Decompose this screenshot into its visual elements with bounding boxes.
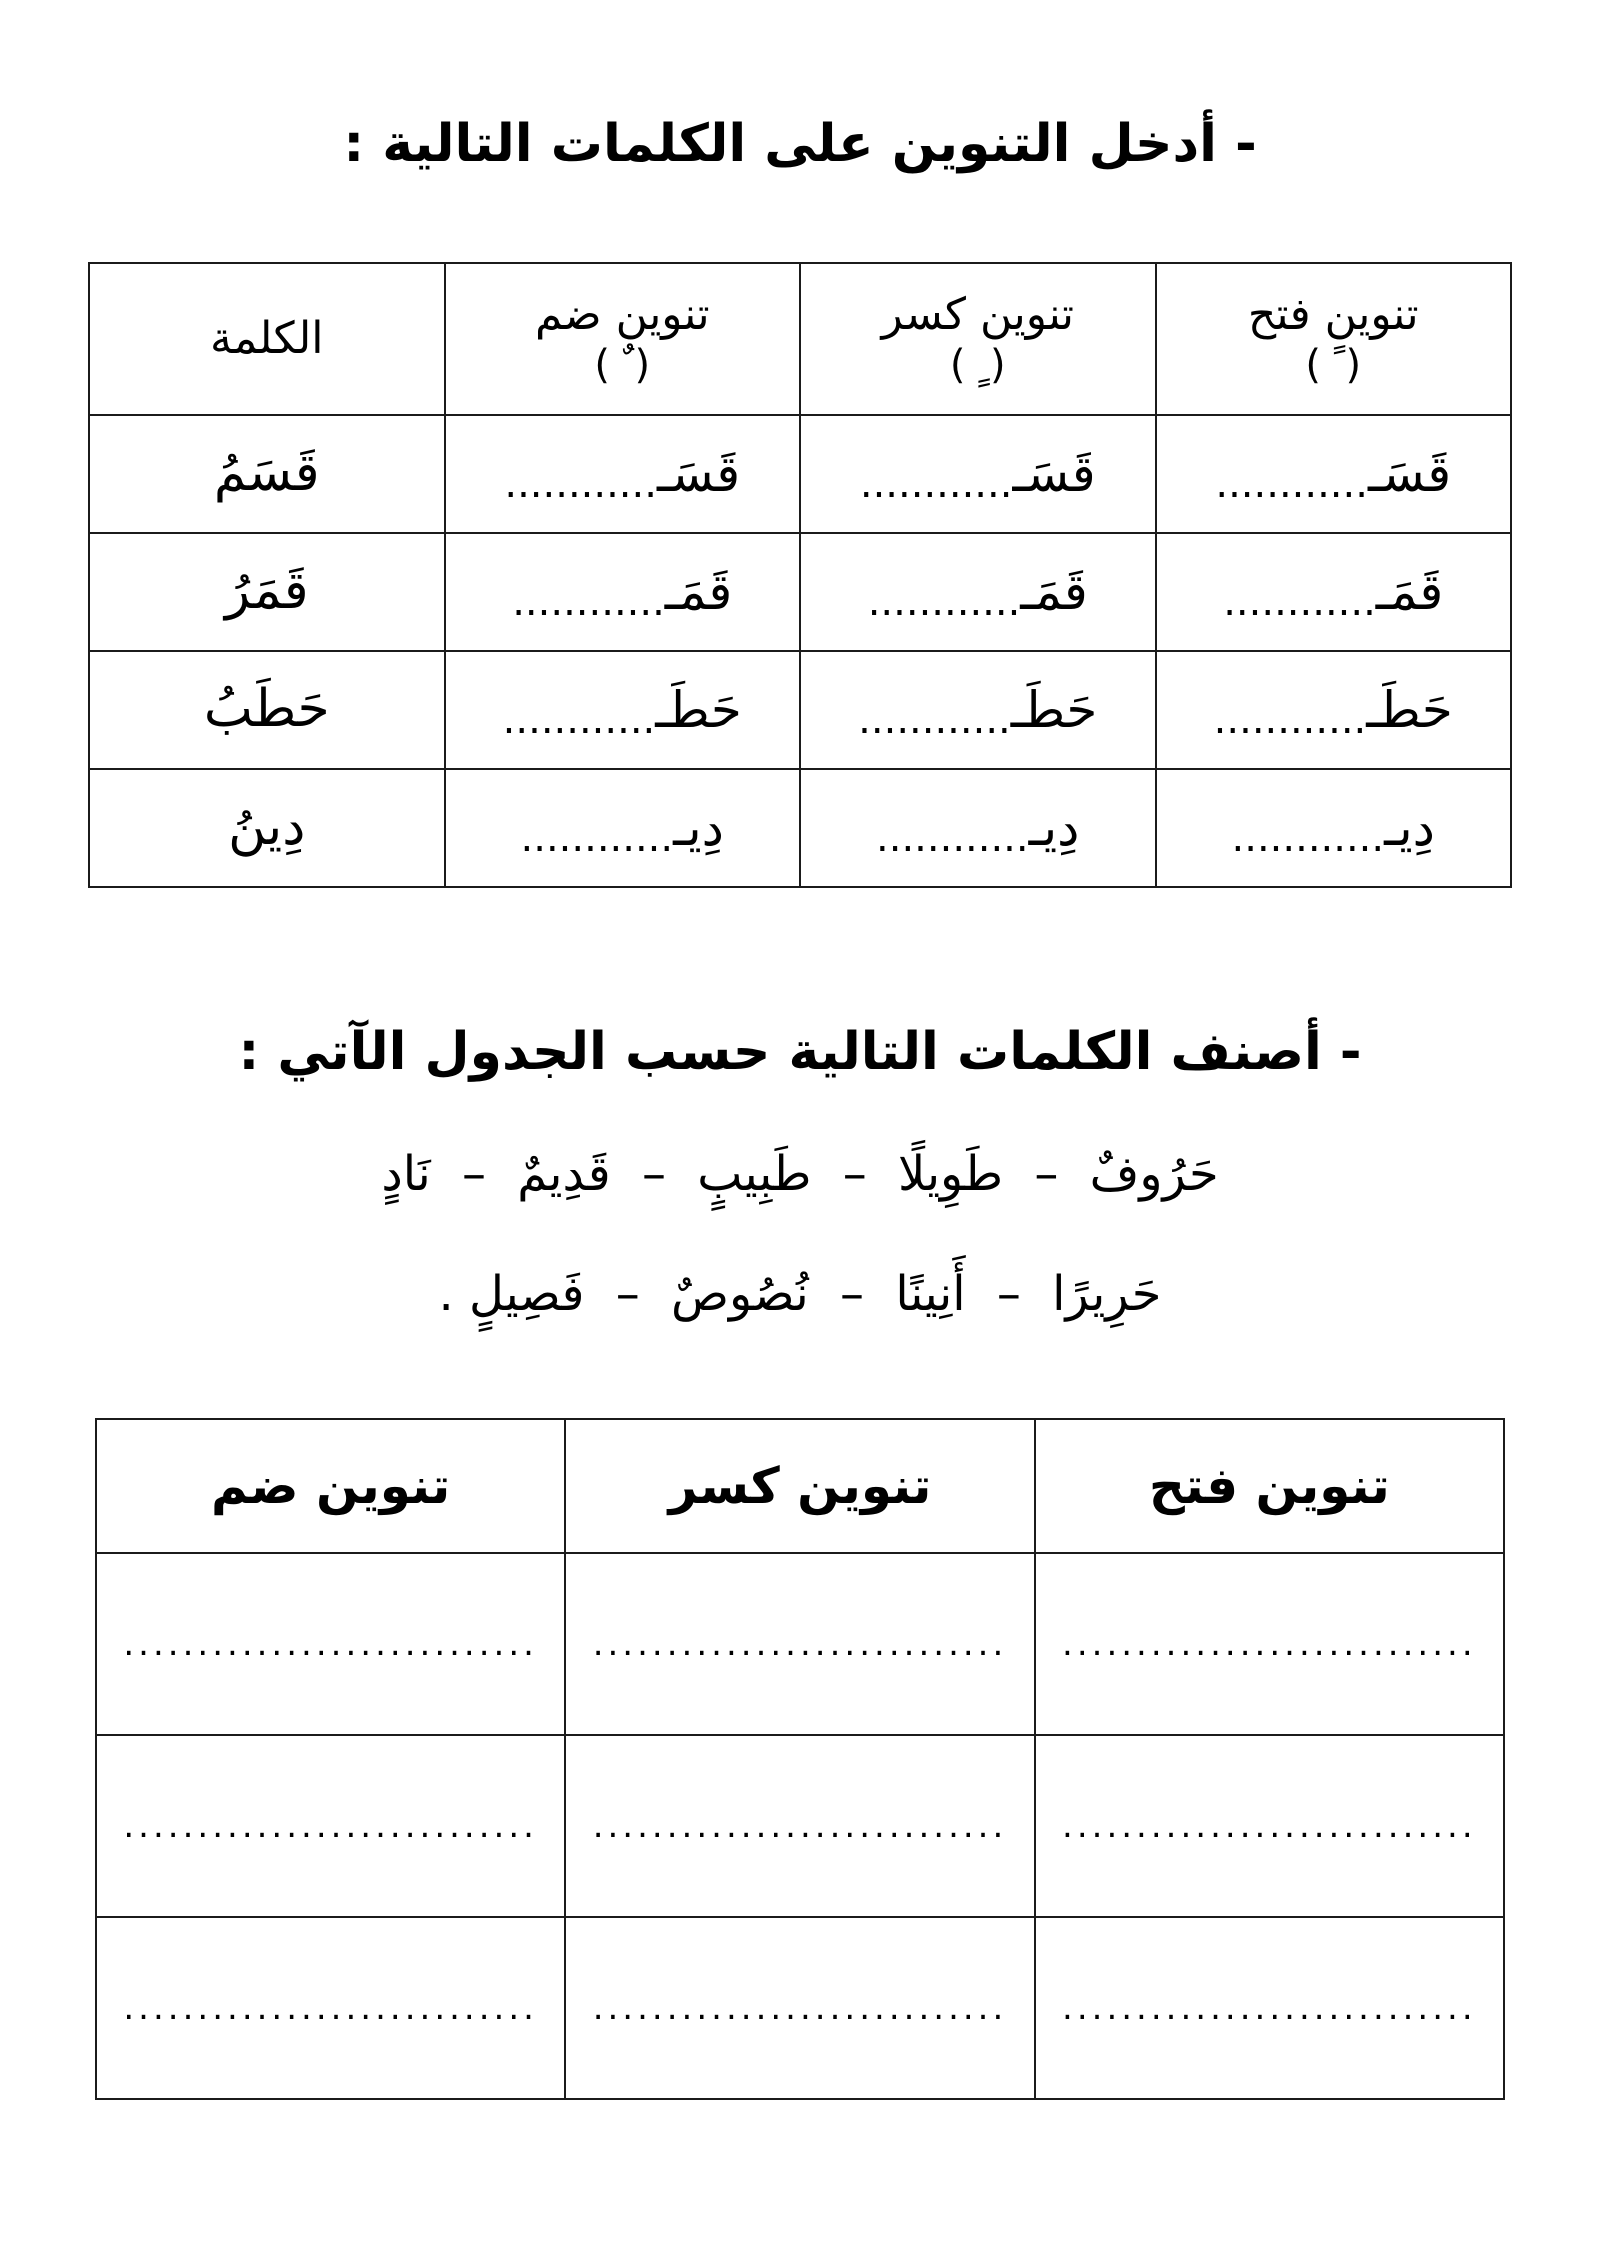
column-header-tanween-fath bbox=[1156, 263, 1512, 415]
answer-blank bbox=[1223, 562, 1444, 625]
classification-table bbox=[95, 1418, 1505, 2100]
column-header-tanween-damm bbox=[445, 263, 801, 415]
answer-blank bbox=[512, 562, 733, 625]
answer-blank bbox=[502, 680, 742, 743]
dotted-line: ............ bbox=[858, 696, 1011, 743]
word-cell bbox=[89, 533, 445, 651]
answer-cell-kasr[interactable] bbox=[565, 1735, 1034, 1917]
dotted-line: ............ bbox=[1223, 578, 1376, 625]
word-cell bbox=[89, 415, 445, 533]
word-cell bbox=[89, 769, 445, 887]
dotted-line: ............ bbox=[520, 814, 674, 861]
answer-cell-damm[interactable] bbox=[96, 1735, 565, 1917]
column-header-title: تنوين فتح bbox=[1148, 1457, 1390, 1515]
dotted-line: ............ bbox=[1213, 696, 1367, 743]
word-bank-item: حَرِيرًا bbox=[1052, 1266, 1162, 1322]
answer-blank bbox=[504, 444, 741, 507]
word-text: حَطَبُ bbox=[203, 679, 330, 740]
answer-blank bbox=[876, 798, 1080, 861]
answer-blank bbox=[1213, 680, 1453, 743]
tanween-fill-table bbox=[88, 262, 1512, 888]
word-stub: قَمَـ bbox=[664, 562, 733, 621]
exercise-1-heading: - أدخل التنوين على الكلمات التالية : bbox=[343, 114, 1257, 174]
answer-cell-kasr[interactable] bbox=[800, 651, 1156, 769]
column-header-tanween-fath bbox=[1035, 1419, 1504, 1553]
dotted-line: ............................ bbox=[592, 1988, 1008, 2028]
column-header-mark: ( ً ) bbox=[1305, 342, 1362, 389]
word-bank-item: طَوِيلًا bbox=[898, 1146, 1004, 1202]
word-separator: – bbox=[996, 1266, 1021, 1322]
column-header-tanween-damm bbox=[96, 1419, 565, 1553]
column-header-title: تنوين فتح bbox=[1247, 288, 1419, 340]
word-cell bbox=[89, 651, 445, 769]
column-header-mark: ( ٍ ) bbox=[949, 342, 1006, 389]
word-separator: – bbox=[615, 1266, 640, 1322]
table-row bbox=[89, 415, 1511, 533]
word-bank-item: فَصِيلٍ . bbox=[438, 1266, 585, 1322]
answer-blank bbox=[867, 562, 1088, 625]
dotted-line: ............ bbox=[867, 578, 1021, 625]
word-stub: قَمَـ bbox=[1375, 562, 1444, 621]
word-bank-item: قَدِيمٌ bbox=[517, 1146, 611, 1202]
answer-cell-kasr[interactable] bbox=[800, 769, 1156, 887]
word-text: قَمَرُ bbox=[224, 561, 309, 622]
dotted-line: ............ bbox=[512, 578, 665, 625]
word-bank-item: حَرُوفٌ bbox=[1089, 1146, 1219, 1202]
column-header-title: تنوين كسر bbox=[668, 1457, 932, 1515]
dotted-line: ............ bbox=[876, 814, 1029, 861]
word-separator: – bbox=[1034, 1146, 1059, 1202]
answer-cell-damm[interactable] bbox=[445, 651, 801, 769]
answer-cell-fath[interactable] bbox=[1035, 1553, 1504, 1735]
word-separator: – bbox=[840, 1266, 865, 1322]
word-bank-line-2 bbox=[120, 1258, 1480, 1330]
answer-cell-damm[interactable] bbox=[445, 415, 801, 533]
word-bank-item: نَادٍ bbox=[381, 1146, 431, 1202]
word-text: دِينُ bbox=[228, 797, 306, 858]
dotted-line: ............................ bbox=[1062, 1988, 1477, 2028]
answer-cell-kasr[interactable] bbox=[800, 533, 1156, 651]
dotted-line: ............ bbox=[859, 460, 1013, 507]
table-header-row bbox=[89, 263, 1511, 415]
answer-blank bbox=[1215, 444, 1452, 507]
column-header-word bbox=[89, 263, 445, 415]
table-row bbox=[96, 1553, 1504, 1735]
answer-cell-kasr[interactable] bbox=[565, 1917, 1034, 2099]
column-header-title: تنوين ضم bbox=[534, 288, 710, 340]
answer-cell-fath[interactable] bbox=[1156, 415, 1512, 533]
answer-blank bbox=[859, 444, 1096, 507]
column-header-tanween-kasr bbox=[800, 263, 1156, 415]
column-header-title: الكلمة bbox=[209, 312, 324, 364]
answer-cell-damm[interactable] bbox=[96, 1553, 565, 1735]
column-header-tanween-kasr bbox=[565, 1419, 1034, 1553]
column-header-mark: ( ٌ ) bbox=[594, 342, 651, 389]
table-row bbox=[89, 533, 1511, 651]
dotted-line: ............................ bbox=[123, 1988, 538, 2028]
dotted-line: ............ bbox=[502, 696, 656, 743]
exercise-2-heading: - أصنف الكلمات التالية حسب الجدول الآتي : bbox=[238, 1022, 1362, 1082]
word-stub: قَسَـ bbox=[1012, 444, 1096, 503]
table-row bbox=[89, 651, 1511, 769]
column-header-title: تنوين ضم bbox=[211, 1457, 451, 1515]
dotted-line: ............ bbox=[1231, 814, 1385, 861]
table-row bbox=[96, 1917, 1504, 2099]
dotted-line: ............................ bbox=[592, 1806, 1008, 1846]
word-separator: – bbox=[461, 1146, 486, 1202]
dotted-line: ............ bbox=[504, 460, 657, 507]
dotted-line: ............................ bbox=[1062, 1624, 1477, 1664]
word-stub: دِيـ bbox=[1384, 798, 1435, 857]
word-stub: قَسَـ bbox=[656, 444, 741, 503]
answer-blank bbox=[858, 680, 1098, 743]
table-header-row bbox=[96, 1419, 1504, 1553]
word-stub: دِيـ bbox=[673, 798, 724, 857]
dotted-line: ............................ bbox=[1062, 1806, 1477, 1846]
column-header-title: تنوين كسر bbox=[881, 288, 1074, 340]
word-stub: قَمَـ bbox=[1020, 562, 1088, 621]
word-stub: حَطَـ bbox=[1366, 680, 1453, 739]
answer-blank bbox=[520, 798, 724, 861]
word-separator: – bbox=[641, 1146, 666, 1202]
answer-cell-fath[interactable] bbox=[1035, 1735, 1504, 1917]
word-stub: حَطَـ bbox=[1010, 680, 1098, 739]
word-bank-item: نُصُوصٌ bbox=[670, 1266, 809, 1322]
word-bank-item: طَبِيبٍ bbox=[697, 1146, 812, 1202]
answer-cell-damm[interactable] bbox=[445, 769, 801, 887]
word-text: قَسَمُ bbox=[213, 443, 320, 504]
answer-cell-fath[interactable] bbox=[1156, 651, 1512, 769]
word-bank-line-1 bbox=[120, 1138, 1480, 1210]
table-row bbox=[96, 1735, 1504, 1917]
word-stub: دِيـ bbox=[1028, 798, 1080, 857]
dotted-line: ............ bbox=[1215, 460, 1368, 507]
answer-cell-damm[interactable] bbox=[445, 533, 801, 651]
dotted-line: ............................ bbox=[592, 1624, 1008, 1664]
word-stub: حَطَـ bbox=[655, 680, 742, 739]
answer-cell-fath[interactable] bbox=[1156, 533, 1512, 651]
answer-cell-damm[interactable] bbox=[96, 1917, 565, 2099]
table-row bbox=[89, 769, 1511, 887]
answer-cell-fath[interactable] bbox=[1156, 769, 1512, 887]
answer-cell-kasr[interactable] bbox=[800, 415, 1156, 533]
answer-blank bbox=[1231, 798, 1435, 861]
dotted-line: ............................ bbox=[123, 1806, 538, 1846]
answer-cell-kasr[interactable] bbox=[565, 1553, 1034, 1735]
dotted-line: ............................ bbox=[123, 1624, 538, 1664]
answer-cell-fath[interactable] bbox=[1035, 1917, 1504, 2099]
word-bank-item: أَنِينًا bbox=[895, 1266, 966, 1322]
word-stub: قَسَـ bbox=[1367, 444, 1452, 503]
word-separator: – bbox=[842, 1146, 867, 1202]
